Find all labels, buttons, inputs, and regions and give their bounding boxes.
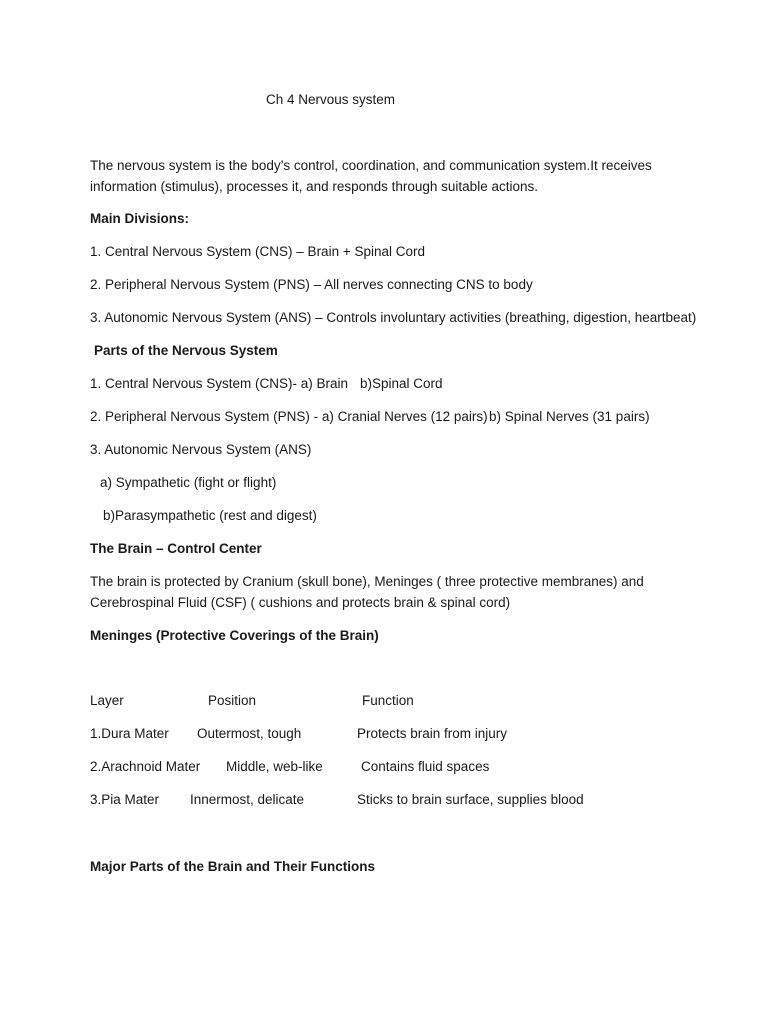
meninges-row-function: Sticks to brain surface, supplies blood <box>357 792 584 807</box>
page-title: Ch 4 Nervous system <box>266 92 396 107</box>
intro-line-1: The nervous system is the body’s control, coordination, and communication system.It receives <box>90 158 652 173</box>
parts-cns-b: b)Spinal Cord <box>360 376 443 391</box>
main-divisions-heading: Main Divisions: <box>90 211 190 226</box>
parts-sympathetic: a) Sympathetic (fight or flight) <box>100 475 277 490</box>
major-parts-heading: Major Parts of the Brain and Their Functions <box>90 859 376 874</box>
meninges-row-layer: 1.Dura Mater <box>90 726 169 741</box>
parts-parasympathetic: b)Parasympathetic (rest and digest) <box>103 508 317 523</box>
brain-heading: The Brain – Control Center <box>90 541 262 556</box>
parts-heading: Parts of the Nervous System <box>94 343 278 358</box>
meninges-row-position: Outermost, tough <box>197 726 302 741</box>
division-item: 1. Central Nervous System (CNS) – Brain + Spinal Cord <box>90 244 426 259</box>
division-item: 3. Autonomic Nervous System (ANS) – Controls involuntary activities (breathing, digestion, heartbeat) <box>90 310 697 325</box>
parts-pns-a: 2. Peripheral Nervous System (PNS) - a) Cranial Nerves (12 pairs) <box>90 409 488 424</box>
division-item: 2. Peripheral Nervous System (PNS) – All nerves connecting CNS to body <box>90 277 533 292</box>
meninges-row-position: Innermost, delicate <box>190 792 305 807</box>
meninges-col-function: Function <box>362 693 414 708</box>
intro-line-2: information (stimulus), processes it, and responds through suitable actions. <box>90 179 538 194</box>
brain-text-line-2: Cerebrospinal Fluid (CSF) ( cushions and protects brain & spinal cord) <box>90 595 511 610</box>
meninges-row-function: Protects brain from injury <box>357 726 508 741</box>
parts-ans: 3. Autonomic Nervous System (ANS) <box>90 442 312 457</box>
meninges-col-position: Position <box>208 693 257 708</box>
meninges-heading: Meninges (Protective Coverings of the Brain) <box>90 628 379 643</box>
parts-pns-b: b) Spinal Nerves (31 pairs) <box>489 409 650 424</box>
meninges-row-position: Middle, web-like <box>226 759 323 774</box>
meninges-row-layer: 3.Pia Mater <box>90 792 160 807</box>
meninges-row-layer: 2.Arachnoid Mater <box>90 759 201 774</box>
brain-text-line-1: The brain is protected by Cranium (skull bone), Meninges ( three protective membranes) and <box>90 574 644 589</box>
parts-cns-a: 1. Central Nervous System (CNS)- a) Brain <box>90 376 349 391</box>
meninges-row-function: Contains fluid spaces <box>361 759 490 774</box>
meninges-col-layer: Layer <box>90 693 124 708</box>
